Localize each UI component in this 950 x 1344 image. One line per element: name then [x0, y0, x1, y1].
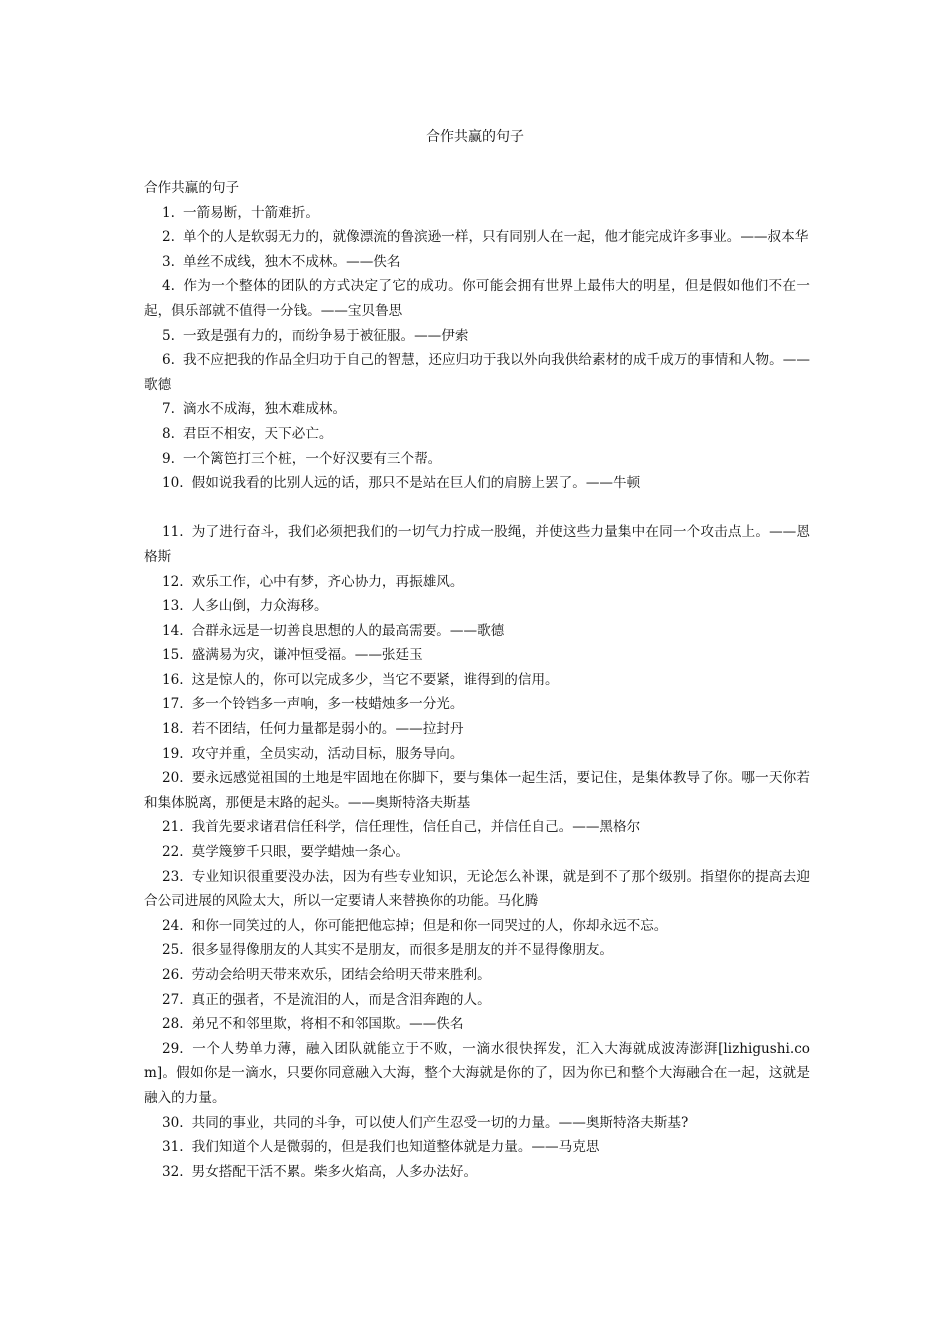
item-number: 10.: [162, 475, 184, 492]
item-text: 要永远感觉祖国的土地是牢固地在你脚下，要与集体一起生活，要记住，是集体教导了你。哪一天你若和集体脱离，那便是末路的起头。——奥斯特洛夫斯基: [144, 770, 810, 811]
item-number: 16.: [162, 671, 184, 688]
list-item: [144, 766, 810, 815]
list-item: [144, 963, 810, 988]
item-text: 莫学篾箩千只眼，要学蜡烛一条心。: [191, 844, 410, 861]
list-item: [144, 865, 810, 914]
item-number: 11.: [162, 524, 184, 541]
item-number: 23.: [162, 868, 184, 885]
item-text: 我首先要求诸君信任科学，信任理性，信任自己，并信任自己。——黑格尔: [191, 819, 641, 836]
list-item: [144, 643, 810, 668]
list-item: [144, 422, 810, 447]
list-item: [144, 1135, 810, 1160]
item-number: 17.: [162, 696, 184, 713]
list-item: [144, 570, 810, 595]
item-text: 一箭易断，十箭难折。: [182, 204, 319, 221]
item-text: 这是惊人的，你可以完成多少，当它不要紧，谁得到的信用。: [191, 671, 559, 688]
item-text: 假如说我看的比别人远的话，那只不是站在巨人们的肩膀上罢了。——牛顿: [191, 475, 641, 492]
item-text: 人多山倒，力众海移。: [191, 598, 328, 615]
item-number: 5.: [162, 327, 175, 344]
item-text: 很多显得像朋友的人其实不是朋友，而很多是朋友的并不显得像朋友。: [191, 942, 614, 959]
item-text: 男女搭配干活不累。柴多火焰高，人多办法好。: [191, 1163, 478, 1180]
item-number: 3.: [162, 253, 175, 270]
item-number: 20.: [162, 770, 184, 787]
item-text: 和你一同笑过的人，你可能把他忘掉；但是和你一同哭过的人，你却永远不忘。: [191, 917, 668, 934]
item-number: 27.: [162, 991, 184, 1008]
item-text: 我不应把我的作品全归功于自己的智慧，还应归功于我以外向我供给素材的成千成万的事情和人物。——歌德: [144, 352, 810, 393]
list-item: [144, 914, 810, 939]
item-number: 12.: [162, 573, 184, 590]
item-number: 13.: [162, 598, 184, 615]
item-number: 15.: [162, 647, 184, 664]
item-number: 19.: [162, 745, 184, 762]
item-number: 7.: [162, 401, 175, 418]
paragraph-gap: [144, 496, 810, 521]
list-item: [144, 988, 810, 1013]
list-item: [144, 1012, 810, 1037]
item-text: 一个篱笆打三个桩，一个好汉要有三个帮。: [182, 450, 442, 467]
item-text: 我们知道个人是微弱的，但是我们也知道整体就是力量。——马克思: [191, 1139, 600, 1156]
item-text: 为了进行奋斗，我们必须把我们的一切气力拧成一股绳，并使这些力量集中在同一个攻击点上。——恩格斯: [144, 524, 810, 565]
item-text: 攻守并重，全员实动，活动目标，服务导向。: [191, 745, 464, 762]
list-item: [144, 397, 810, 422]
item-number: 14.: [162, 622, 184, 639]
list-item: [144, 274, 810, 323]
item-number: 30.: [162, 1114, 184, 1131]
item-text: 一个人势单力薄，融入团队就能立于不败，一滴水很快挥发，汇入大海就成波涛澎湃[lizhigushi.com]。假如你是一滴水，只要你同意融入大海，整个大海就是你的了，因为你已和整个大海融合在一起，这就是融入的力量。: [144, 1040, 810, 1106]
document-body: [144, 176, 810, 1184]
list-item: [144, 938, 810, 963]
list-item: [144, 1160, 810, 1185]
list-item: [144, 324, 810, 349]
item-number: 31.: [162, 1139, 184, 1156]
item-text: 共同的事业，共同的斗争，可以使人们产生忍受一切的力量。——奥斯特洛夫斯基?: [191, 1114, 689, 1131]
item-text: 欢乐工作，心中有梦，齐心协力，再振雄风。: [191, 573, 464, 590]
item-text: 单个的人是软弱无力的，就像漂流的鲁滨逊一样，只有同别人在一起，他才能完成许多事业。——叔本华: [182, 229, 809, 246]
list-item: [144, 717, 810, 742]
list-item: [144, 520, 810, 569]
item-number: 4.: [162, 278, 175, 295]
list-item: [144, 250, 810, 275]
list-item: [144, 742, 810, 767]
list-item: [144, 471, 810, 496]
list-item: [144, 619, 810, 644]
item-number: 2.: [162, 229, 175, 246]
list-item: [144, 594, 810, 619]
item-text: 君臣不相安，天下必亡。: [182, 425, 333, 442]
item-number: 29.: [162, 1040, 184, 1057]
document-title: 合作共赢的句子: [426, 129, 524, 145]
list-item: [144, 1111, 810, 1136]
item-text: 多一个铃铛多一声响，多一枝蜡烛多一分光。: [191, 696, 464, 713]
list-item: [144, 225, 810, 250]
item-text: 一致是强有力的，而纷争易于被征服。——伊索: [182, 327, 469, 344]
item-text: 真正的强者，不是流泪的人，而是含泪奔跑的人。: [191, 991, 491, 1008]
item-number: 9.: [162, 450, 175, 467]
item-number: 28.: [162, 1016, 184, 1033]
item-text: 专业知识很重要没办法，因为有些专业知识，无论怎么补课，就是到不了那个级别。指望你的提高去迎合公司进展的风险太大，所以一定要请人来替换你的功能。马化腾: [144, 868, 810, 910]
item-number: 1.: [162, 204, 175, 221]
item-number: 18.: [162, 721, 184, 738]
item-text: 盛满易为灾，谦冲恒受福。——张廷玉: [191, 647, 423, 664]
list-item: [144, 668, 810, 693]
item-number: 6.: [162, 352, 175, 369]
list-item: [144, 348, 810, 397]
document-subtitle: 合作共赢的句子: [144, 180, 240, 196]
list-item: [144, 815, 810, 840]
item-text: 劳动会给明天带来欢乐，团结会给明天带来胜利。: [191, 967, 491, 983]
item-number: 26.: [162, 967, 184, 983]
list-item: [144, 1037, 810, 1111]
item-number: 25.: [162, 942, 184, 959]
item-text: 单丝不成线，独木不成林。——佚名: [182, 253, 401, 270]
item-number: 8.: [162, 425, 175, 442]
item-text: 作为一个整体的团队的方式决定了它的成功。你可能会拥有世界上最伟大的明星，但是假如他们不在一起，俱乐部就不值得一分钱。——宝贝鲁思: [144, 278, 810, 319]
item-number: 32.: [162, 1163, 184, 1180]
item-text: 滴水不成海，独木难成林。: [182, 401, 347, 418]
item-number: 22.: [162, 844, 184, 861]
item-text: 弟兄不和邻里欺，将相不和邻国欺。——佚名: [191, 1016, 464, 1033]
item-number: 24.: [162, 917, 184, 934]
list-item: [144, 447, 810, 472]
item-number: 21.: [162, 819, 184, 836]
item-text: 合群永远是一切善良思想的人的最高需要。——歌德: [191, 622, 505, 639]
list-item: [144, 692, 810, 717]
list-item: [144, 840, 810, 865]
item-text: 若不团结，任何力量都是弱小的。——拉封丹: [191, 721, 464, 738]
list-item: [144, 201, 810, 226]
